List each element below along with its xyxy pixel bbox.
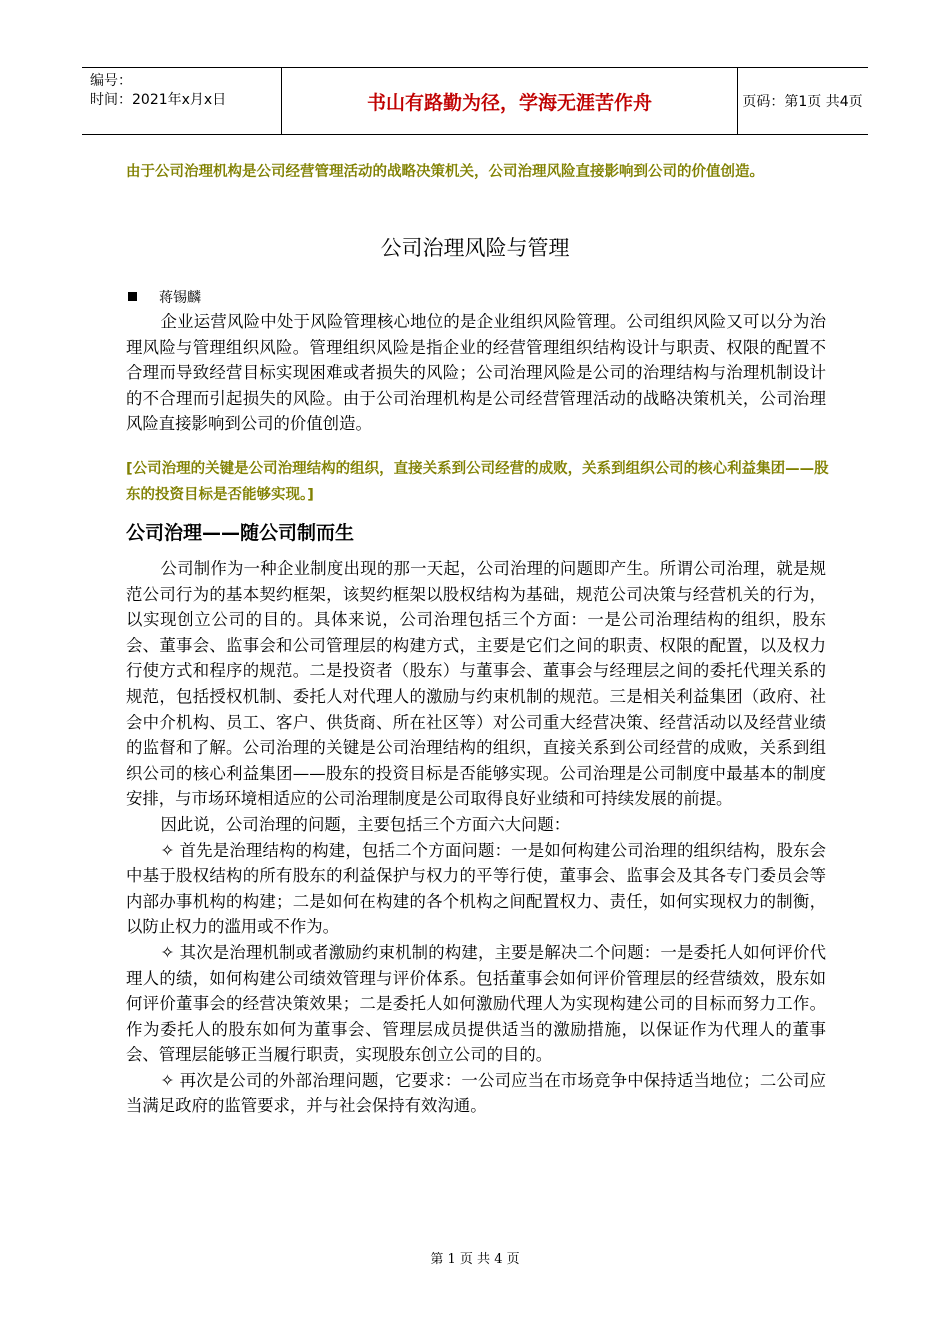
summary-text: 由于公司治理机构是公司经营管理活动的战略决策机关，公司治理风险直接影响到公司的价值创造。 (126, 164, 764, 180)
bullet-paragraph: ✧ 再次是公司的外部治理问题，它要求：一公司应当在市场竞争中保持适当地位；二公司应当满足政府的监管要求，并与社会保持有效沟通。 (126, 1070, 826, 1116)
page-footer: 第 1 页 共 4 页 (430, 1252, 520, 1267)
page-title: 公司治理风险与管理 (380, 236, 570, 260)
paragraph: 因此说，公司治理的问题，主要包括三个方面六大问题： (160, 814, 571, 834)
bullet-square-icon (128, 292, 137, 301)
page-indicator: 页码：第1页 共4页 (742, 94, 863, 110)
author-name: 蒋锡麟 (159, 290, 201, 306)
bullet-paragraph: ✧ 首先是治理结构的构建，包括二个方面问题：一是如何构建公司治理的组织结构，股东会中基于股权结构的所有股东的利益保护与权力的平等行使，董事会、监事会及其各专门委员会等内部办事机构的构建；二是如何在构建的各个机构之间配置权力、责任，如何实现权力的制衡，以防止权力的滥用或不作为。 (126, 840, 826, 937)
number-label: 编号： (90, 73, 132, 89)
intro-paragraph-block (126, 309, 826, 437)
paragraph: 公司制作为一种企业制度出现的那一天起，公司治理的问题即产生。所谓公司治理，就是规范公司行为的基本契约框架，该契约框架以股权结构为基础，规范公司决策与经营机关的行为，以实现创立公司的目的。具体来说，公司治理包括三个方面：一是公司治理结构的组织，股东会、董事会、监事会和公司管理层的构建方式，主要是它们之间的职责、权限的配置，以及权力行使方式和程序的规范。二是投资者（股东）与董事会、董事会与经理层之间的委托代理关系的规范，包括授权机制、委托人对代理人的激励与约束机制的规范。三是相关利益集团（政府、社会中介机构、员工、客户、供货商、所在社区等）对公司重大经营决策、经营活动以及经营业绩的监督和了解。公司治理的关键是公司治理结构的组织，直接关系到公司经营的成败，关系到组织公司的核心利益集团——股东的投资目标是否能够实现。公司治理是公司制度中最基本的制度安排，与市场环境相适应的公司治理制度是公司取得良好业绩和可持续发展的前提。 (126, 559, 826, 809)
header-info-cell (82, 68, 282, 134)
pull-quote: [公司治理的关键是公司治理结构的组织，直接关系到公司经营的成败，关系到组织公司的核心利益集团——股东的投资目标是否能够实现。] (126, 461, 829, 503)
date-label: 时间：2021年x月x日 (90, 92, 227, 108)
author-line (128, 287, 201, 307)
section-heading: 公司治理——随公司制而生 (126, 522, 355, 544)
motto: 书山有路勤为径，学海无涯苦作舟 (282, 68, 738, 134)
bullet-paragraph: ✧ 其次是治理机制或者激励约束机制的构建，主要是解决二个问题：一是委托人如何评价代理人的绩，如何构建公司绩效管理与评价体系。包括董事会如何评价管理层的经营绩效，股东如何评价董事会的经营决策效果；二是委托人如何激励代理人为实现构建公司的目标而努力工作。作为委托人的股东如何为董事会、管理层成员提供适当的激励措施，以保证作为代理人的董事会、管理层能够正当履行职责，实现股东创立公司的目的。 (126, 942, 826, 1065)
intro-paragraph: 企业运营风险中处于风险管理核心地位的是企业组织风险管理。公司组织风险又可以分为治理风险与管理组织风险。管理组织风险是指企业的经营管理组织结构设计与职责、权限的配置不合理而导致经营目标实现困难或者损失的风险；公司治理风险是公司的治理结构与治理机制设计的不合理而引起损失的风险。由于公司治理机构是公司经营管理活动的战略决策机关，公司治理风险直接影响到公司的价值创造。 (126, 312, 826, 434)
header-table (82, 67, 868, 135)
section-body (126, 556, 826, 1119)
